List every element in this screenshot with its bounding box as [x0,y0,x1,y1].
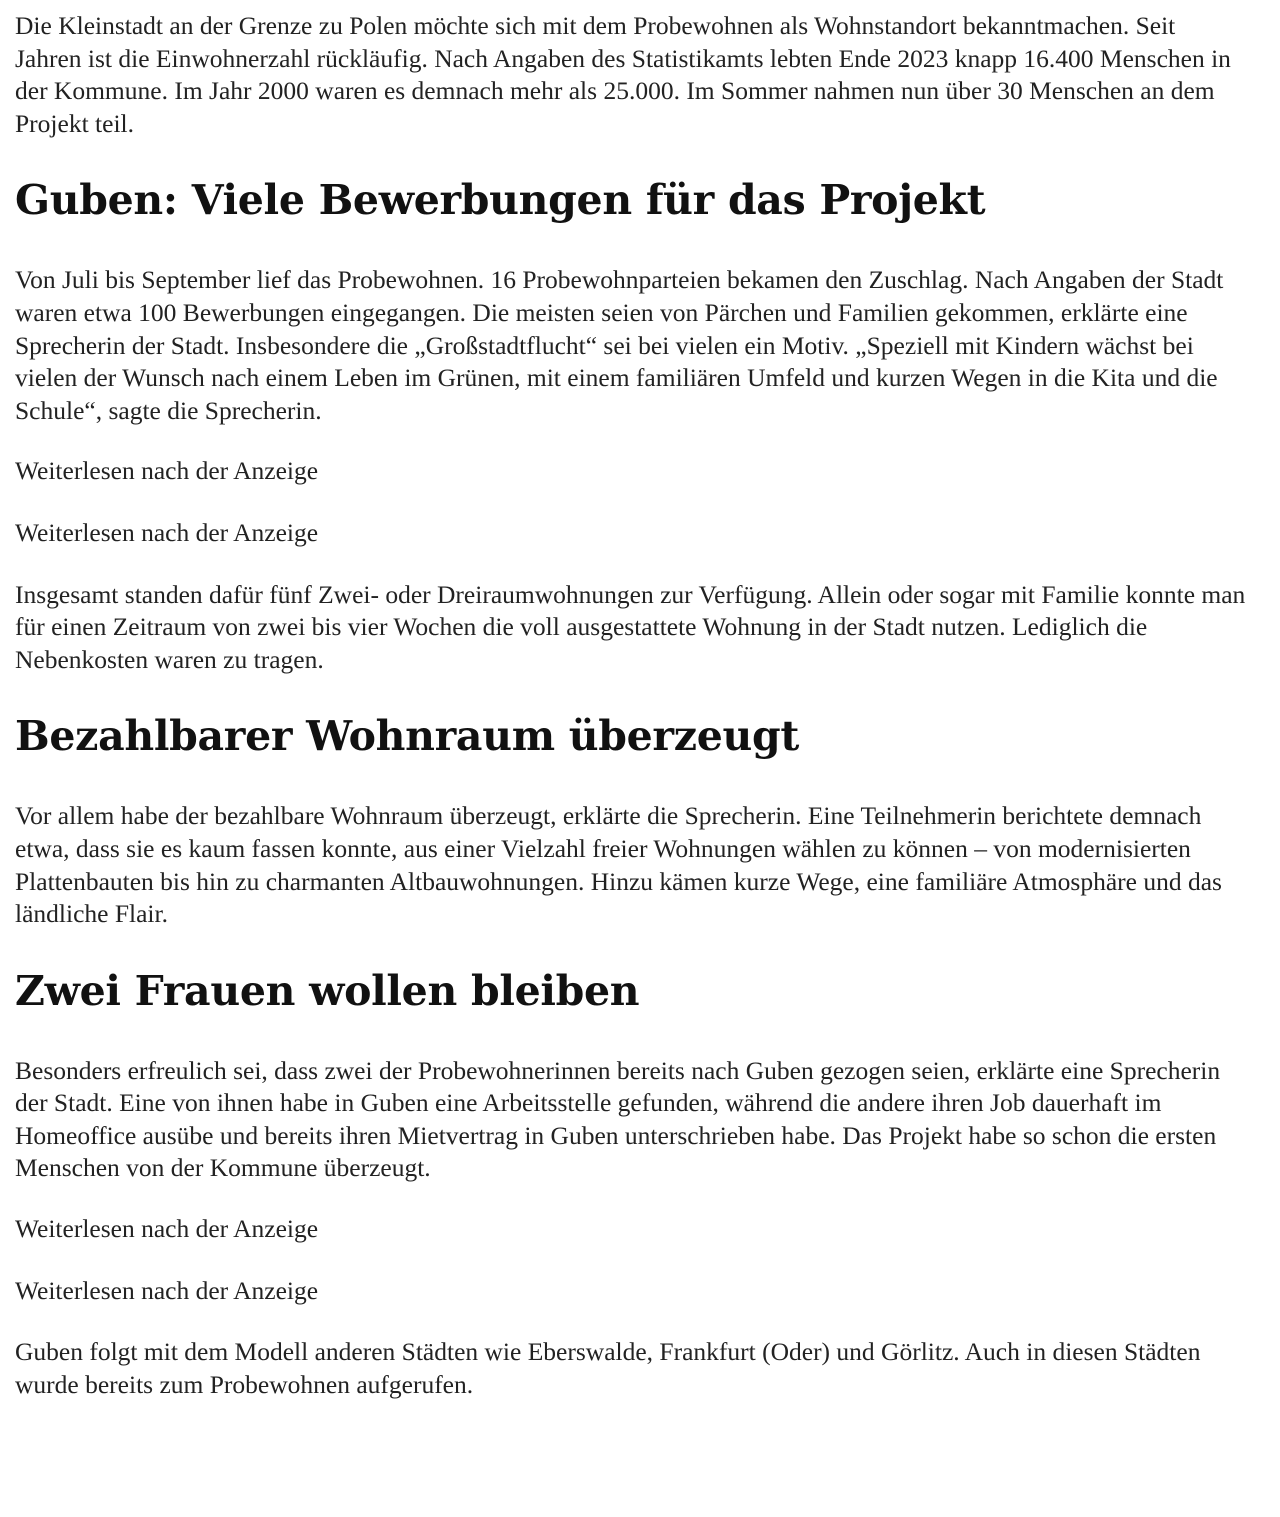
article-intro-paragraph: Die Kleinstadt an der Grenze zu Polen möchte sich mit dem Probewohnen als Wohnstandort bekanntmachen. Seit Jahren ist die Einwohnerzahl rückläufig. Nach Angaben des Statistikamts lebten Ende 2023 knapp 16.400 Menschen in der Kommune. Im Jahr 2000 waren es demnach mehr als 25.000. Im Sommer nahmen nun über 30 Menschen an dem Projekt teil. [15,11,1231,138]
section-heading-applications: Guben: Viele Bewerbungen für das Projekt [15,176,986,225]
ad-continue-note: Weiterlesen nach der Anzeige [15,1214,319,1244]
article-paragraph: Vor allem habe der bezahlbare Wohnraum überzeugt, erklärte die Sprecherin. Eine Teilnehmerin berichtete demnach etwa, dass sie es kaum fassen konnte, aus einer Vielzahl freier Wohnungen wählen zu können – von modernisierten Plattenbauten bis hin zu charmanten Altbauwohnungen. Hinzu kämen kurze Wege, eine familiäre Atmosphäre und das ländliche Flair. [15,801,1222,929]
section-heading-two-women-stay: Zwei Frauen wollen bleiben [15,966,640,1015]
article-paragraph: Insgesamt standen dafür fünf Zwei- oder Dreiraumwohnungen zur Verfügung. Allein oder sogar mit Familie konnte man für einen Zeitraum von zwei bis vier Wochen die voll ausgestattete Wohnung in der Stadt nutzen. Lediglich die Nebenkosten waren zu tragen. [15,579,1246,674]
section-heading-affordable-housing: Bezahlbarer Wohnraum überzeugt [15,712,800,761]
article-paragraph: Besonders erfreulich sei, dass zwei der Probewohnerinnen bereits nach Guben gezogen seien, erklärte eine Sprecherin der Stadt. Eine von ihnen habe in Guben eine Arbeitsstelle gefunden, während die andere ihren Job dauerhaft im Homeoffice ausübe und bereits ihren Mietvertrag in Guben unterschrieben habe. Das Projekt habe so schon die ersten Menschen von der Kommune überzeugt. [15,1055,1221,1183]
article-paragraph: Guben folgt mit dem Modell anderen Städten wie Eberswalde, Frankfurt (Oder) und Görlitz. Auch in diesen Städten wurde bereits zum Probewohnen aufgerufen. [15,1337,1201,1399]
ad-continue-note: Weiterlesen nach der Anzeige [15,1275,319,1305]
article-body [15,10,1246,1401]
ad-continue-note: Weiterlesen nach der Anzeige [15,517,319,547]
ad-continue-note: Weiterlesen nach der Anzeige [15,456,319,486]
article-paragraph: Von Juli bis September lief das Probewohnen. 16 Probewohnparteien bekamen den Zuschlag. Nach Angaben der Stadt waren etwa 100 Bewerbungen eingegangen. Die meisten seien von Pärchen und Familien gekommen, erklärte eine Sprecherin der Stadt. Insbesondere die „Großstadtflucht“ sei bei vielen ein Motiv. „Speziell mit Kindern wächst bei vielen der Wunsch nach einem Leben im Grünen, mit einem familiären Umfeld und kurzen Wegen in die Kita und die Schule“, sagte die Sprecherin. [15,265,1224,425]
